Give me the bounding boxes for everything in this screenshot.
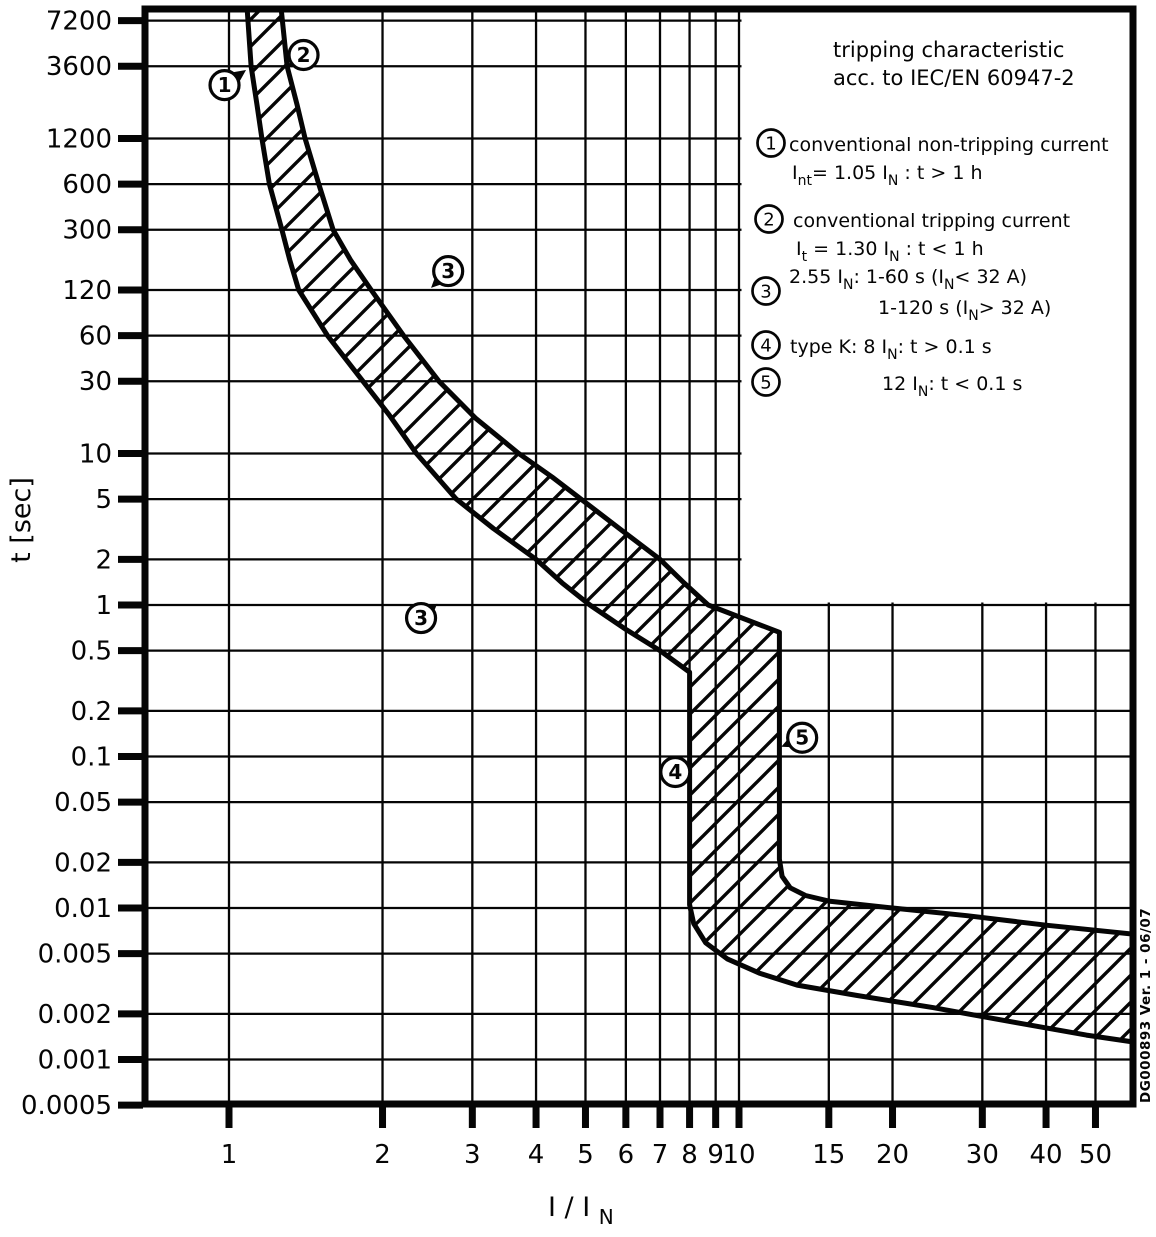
x-tick-label: 1 [220,1140,238,1170]
legend-item-number: 1 [765,133,777,155]
marker-number: 4 [668,760,683,785]
legend-item-text: type K: 8 $I_N$: t > 0.1 s [790,336,992,363]
legend-title-line: acc. to IEC/EN 60947-2 [833,66,1075,90]
y-tick-label: 30 [78,367,112,398]
marker-number: 3 [441,259,456,284]
y-tick-label: 120 [62,276,112,307]
y-tick-label: 1 [95,591,112,621]
marker-number: 2 [296,42,311,67]
y-tick-label: 300 [62,215,112,246]
x-tick-label: 4 [527,1140,545,1170]
footer-note-group [1138,908,1154,1103]
y-tick-label: 2 [95,545,112,576]
y-tick-label: 0.1 [70,742,112,773]
x-tick-label: 2 [374,1140,391,1170]
legend-item-text: 12 $I_N$: t < 0.1 s [882,373,1023,400]
y-tick-label: 0.002 [37,999,112,1030]
legend-item-text: $I_t = 1.30$ $I_N$ : t < 1 h [796,238,984,265]
y-tick-label: 1200 [45,124,112,155]
y-tick-label: 0.01 [54,894,112,924]
marker-number: 1 [217,73,232,98]
x-tick-label: 40 [1029,1140,1063,1170]
x-tick-label: 7 [651,1140,669,1170]
x-tick-label: 9 [707,1140,724,1170]
y-tick-label: 0.02 [54,848,112,879]
y-tick-label: 0.005 [37,939,112,970]
y-tick-label: 10 [78,439,112,470]
x-tick-label: 10 [722,1140,756,1170]
legend-item-number: 4 [760,335,772,357]
legend-item-number: 3 [760,281,772,303]
marker-number: 3 [414,606,429,631]
y-tick-label: 0.05 [54,788,112,819]
marker-number: 5 [795,725,810,750]
legend-item-number: 2 [763,209,775,231]
legend-item-text: 2.55 $I_N$: 1-60 s ($I_N< 32$ A) [789,266,1028,293]
x-tick-label: 30 [965,1140,999,1170]
document-id-note: DG000893 Ver. 1 - 06/07 [1138,907,1154,1103]
x-axis-title: I / I $_N$ [548,1192,614,1229]
legend-item-text: conventional non-tripping current [789,134,1109,156]
y-tick-label: 5 [95,485,112,516]
legend-item-text: conventional tripping current [793,210,1071,232]
x-tick-label: 8 [681,1140,698,1170]
legend-item-text: 1-120 s ($I_N> 32$ A) [878,297,1052,324]
legend-title-line: tripping characteristic [833,38,1065,62]
x-tick-label: 20 [875,1140,910,1170]
y-tick-label: 0.0005 [21,1091,112,1122]
y-tick-label: 600 [62,170,112,201]
x-tick-label: 5 [577,1140,594,1170]
x-tick-label: 3 [464,1140,481,1170]
x-tick-label: 6 [617,1140,635,1170]
x-tick-label: 50 [1078,1140,1113,1170]
legend-item-text: $I_{nt}= 1.05$ $I_N$ : t > 1 h [792,162,983,189]
y-tick-label: 0.5 [70,636,112,667]
y-tick-label: 60 [78,321,112,352]
y-axis-title: t [sec] [6,477,37,563]
y-tick-label: 3600 [45,52,112,83]
y-tick-label: 0.001 [37,1045,112,1076]
y-tick-label: 0.2 [70,696,112,727]
legend-item-number: 5 [760,372,772,394]
y-tick-label: 7200 [45,6,112,37]
x-tick-label: 15 [812,1140,846,1170]
